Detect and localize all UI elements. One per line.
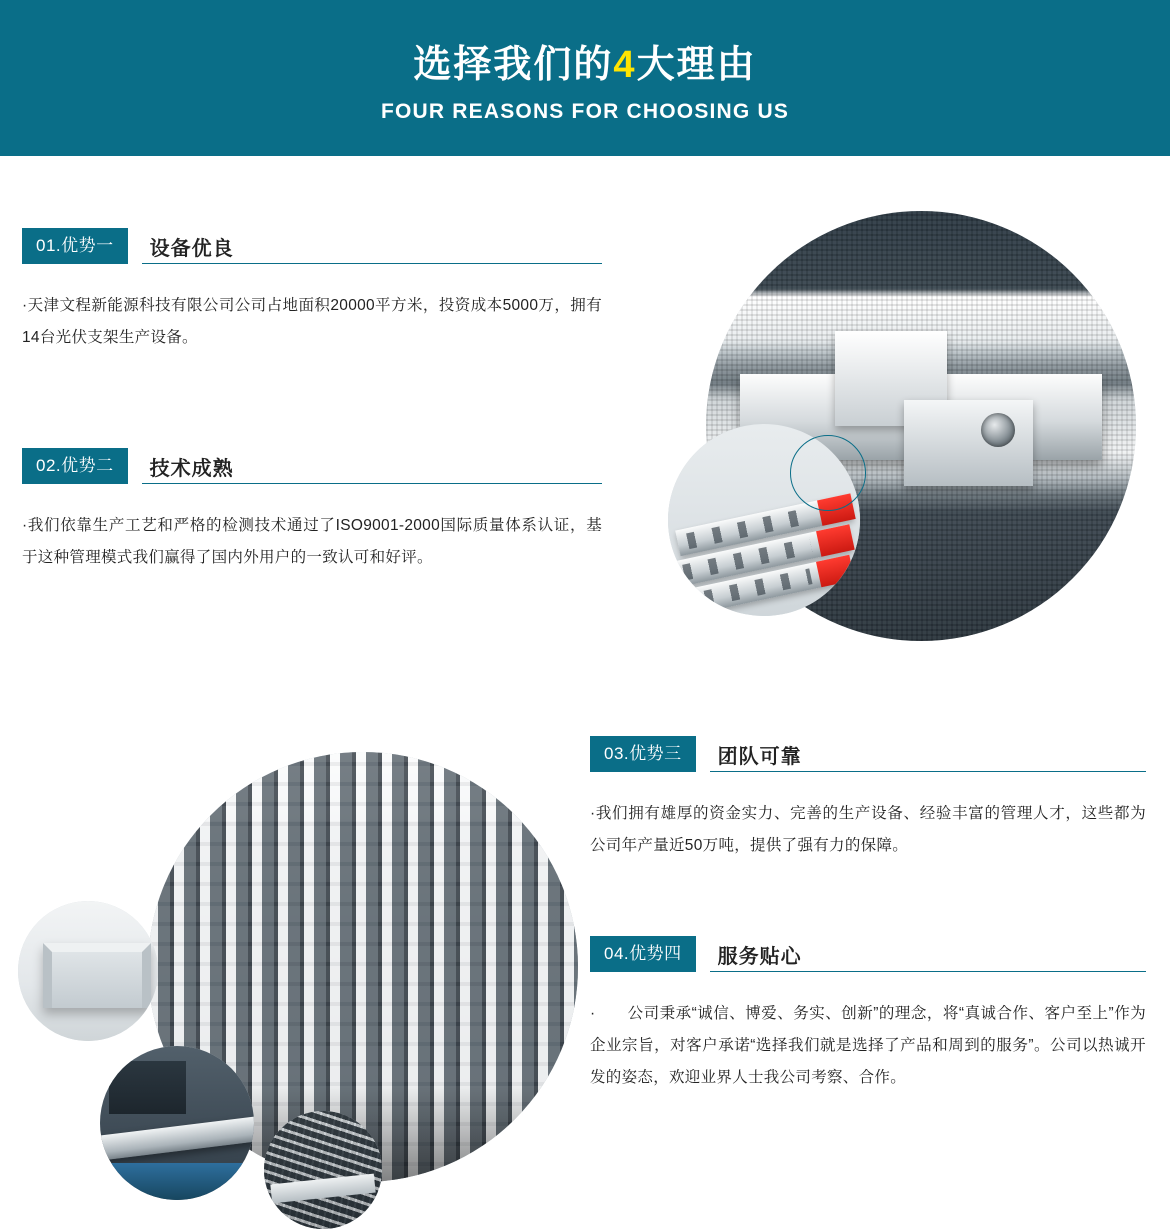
feature-2-heading-wrap [128,448,602,484]
feature-3-body: ·我们拥有雄厚的资金实力、完善的生产设备、经验丰富的管理人才，这些都为公司年产量近50万吨，提供了强有力的保障。 [590,805,1146,854]
content-area [0,156,1170,1200]
feature-3-rule [710,771,1146,772]
clamp-block-lower [904,400,1033,486]
feature-3-heading: 团队可靠 [717,745,802,768]
feature-2-heading: 技术成熟 [149,457,234,480]
feature-3-tag: 03.优势三 [590,736,696,772]
feature-4-body: · 公司秉承“诚信、博爱、务实、创新”的理念，将“真诚合作、客户至上”作为企业宗旨，对客户承诺“选择我们就是选择了产品和周到的服务”。公司以热诚开发的姿态，欢迎业界人士我公司考察、合作。 [590,1005,1146,1086]
feature-4-heading-wrap [696,936,1146,972]
bundle-texture [264,1111,382,1229]
page-subtitle: FOUR REASONS FOR CHOOSING US [380,100,790,123]
page-title [0,0,1170,88]
feature-2-tag: 02.优势二 [22,448,128,484]
page-title-suffix: 大理由 [636,44,757,86]
bundle-photo-surface [264,1111,382,1229]
feature-block-1 [22,228,602,370]
feature-1-rule [142,263,602,264]
machine-control-panel [109,1061,186,1113]
feature-3-heading-wrap [696,736,1146,772]
feature-2-body: ·我们依靠生产工艺和严格的检测技术通过了ISO9001-2000国际质量体系认证，基于这种管理模式我们赢得了国内外用户的一致认可和好评。 [22,517,602,566]
feature-1-heading: 设备优良 [149,237,234,260]
feature-block-2 [22,448,602,590]
machine-photo-surface [100,1046,254,1200]
feature-block-4 [590,936,1146,1110]
strut-red-cap-3 [816,554,855,587]
feature-4-header [590,936,1146,972]
machine-output-profile [100,1116,254,1161]
c-profile-photo [18,901,158,1041]
feature-1-header [22,228,602,264]
feature-4-tag: 04.优势四 [590,936,696,972]
bundled-strut-ends-photo [264,1111,382,1229]
feature-2-rule [142,483,602,484]
feature-block-3 [590,736,1146,878]
page-banner [0,0,1170,156]
page-title-highlight: 4 [613,44,637,86]
feature-1-heading-wrap [128,228,602,264]
feature-2-header [22,448,602,484]
feature-4-heading: 服务贴心 [717,945,802,968]
cprofile-photo-surface [18,901,158,1041]
feature-3-header [590,736,1146,772]
machine-base [100,1163,254,1200]
workshop-machine-photo [100,1046,254,1200]
feature-4-rule [710,971,1146,972]
strut-red-cap-2 [816,524,855,557]
c-profile-shape [43,943,151,1008]
decorative-ring-top [790,435,866,511]
feature-1-body: ·天津文程新能源科技有限公司公司占地面积20000平方米，投资成本5000万，拥有14台光伏支架生产设备。 [22,297,602,346]
page-title-prefix: 选择我们的 [413,44,614,86]
feature-1-tag: 01.优势一 [22,228,128,264]
